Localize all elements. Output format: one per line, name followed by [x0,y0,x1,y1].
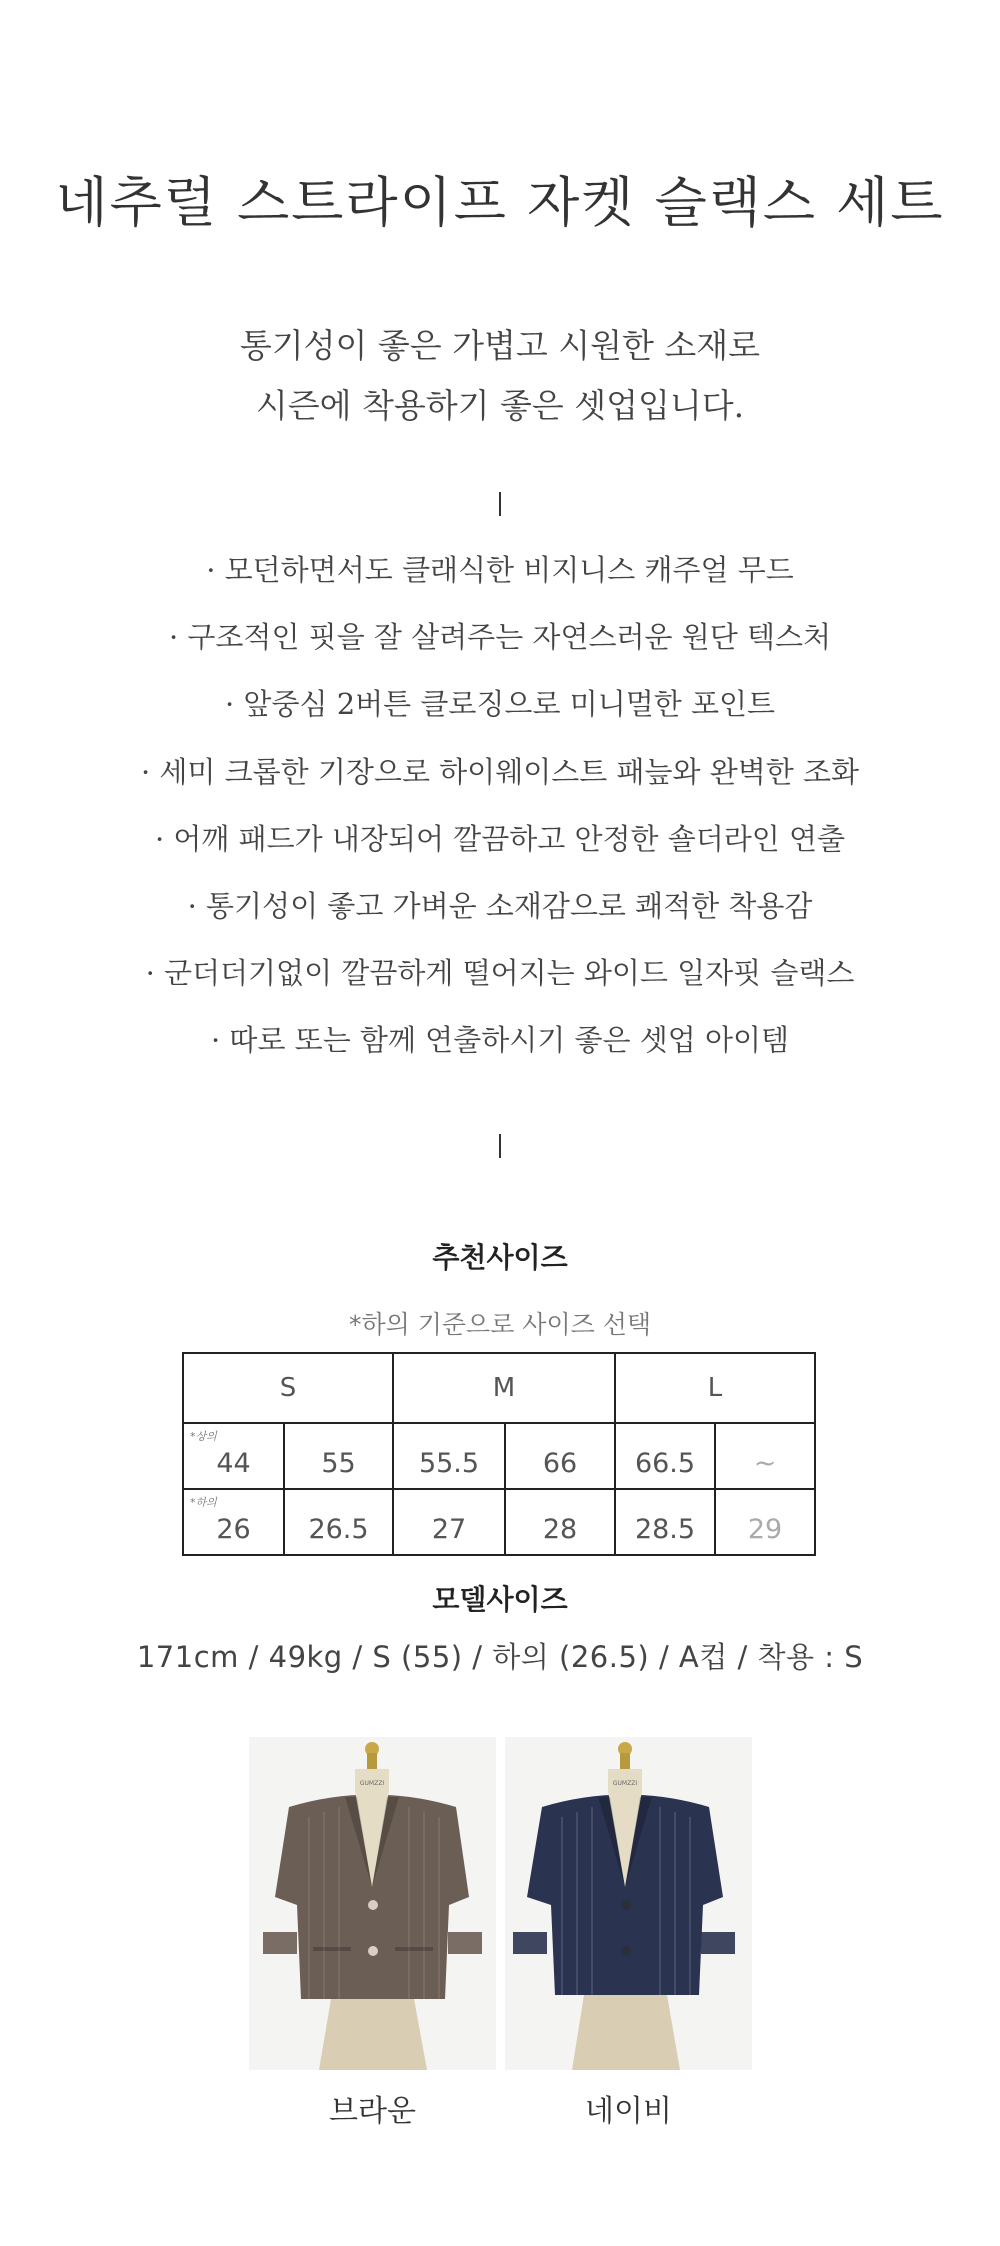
feature-item: · 군더더기없이 깔끔하게 떨어지는 와이드 일자핏 슬랙스 [145,956,855,990]
color-label-brown: 브라운 [329,2094,416,2129]
size-value: 55.5 [418,1447,480,1479]
size-table [182,1352,816,1556]
model-size-info: 171cm / 49kg / S (55) / 하의 (26.5) / A컵 / 착용 : S [136,1640,864,1674]
navy-jacket-photo [505,1737,752,2070]
feature-item: · 어깨 패드가 내장되어 깔끔하고 안정한 숄더라인 연출 [154,822,846,856]
size-cell [505,1489,615,1555]
sleeve-cuff [701,1932,735,1954]
sleeve-cuff [448,1932,482,1954]
feature-item: · 구조적인 핏을 잘 살려주는 자연스러운 원단 텍스처 [168,620,832,654]
size-header-s: S [183,1353,393,1423]
size-value: 66.5 [634,1447,696,1479]
size-value: 29 [747,1513,783,1545]
model-section-title: 모델사이즈 [432,1583,568,1616]
feature-item: · 세미 크롭한 기장으로 하이웨이스트 패늪와 완벽한 조화 [140,755,860,789]
size-note: *하의 기준으로 사이즈 선택 [349,1310,651,1339]
size-header-m: M [393,1353,615,1423]
size-cell [284,1489,393,1555]
feature-item: · 앞중심 2버튼 클로징으로 미니멀한 포인트 [225,687,775,721]
size-header-row [183,1353,815,1423]
brown-jacket-photo [249,1737,496,2070]
product-title: 네추럴 스트라이프 자켓 슬랙스 세트 [55,171,945,234]
size-cell [615,1489,715,1555]
size-cell [183,1423,284,1489]
size-value: 55 [321,1447,356,1479]
size-cell [715,1489,815,1555]
size-header-l: L [615,1353,815,1423]
sleeve-cuff [513,1932,547,1954]
intro-line-2: 시즌에 착용하기 좋은 셋업입니다. [255,386,745,425]
jacket-illustration [505,1737,752,2070]
size-cell [615,1423,715,1489]
size-value: 44 [216,1447,251,1479]
size-bottom-row [183,1489,815,1555]
size-value: 28.5 [634,1513,696,1545]
jacket-illustration [249,1737,496,2070]
size-value: 27 [431,1513,467,1545]
feature-item: · 모던하면서도 클래식한 비지니스 캐주얼 무드 [206,553,794,587]
size-top-row [183,1423,815,1489]
color-label-navy: 네이비 [585,2094,672,2129]
size-value: 26 [216,1513,251,1545]
mannequin-tag: GUMZZI [612,1780,638,1787]
size-value: 26.5 [308,1513,369,1545]
size-value: ~ [753,1447,777,1479]
mannequin-tag: GUMZZI [359,1780,385,1787]
sleeve-cuff [263,1932,297,1954]
size-value: 28 [542,1513,578,1545]
top-label: *상의 [190,1430,217,1443]
size-cell [183,1489,284,1555]
size-section-title: 추천사이즈 [432,1241,568,1274]
size-cell [284,1423,393,1489]
bottom-label: *하의 [190,1496,217,1509]
size-cell [393,1489,505,1555]
section-divider [499,492,501,516]
size-cell [393,1423,505,1489]
intro-line-1: 통기성이 좋은 가볍고 시원한 소재로 [239,326,761,365]
size-cell [715,1423,815,1489]
feature-item: · 통기성이 좋고 가벼운 소재감으로 쾌적한 착용감 [187,889,813,923]
size-cell [505,1423,615,1489]
feature-item: · 따로 또는 함께 연출하시기 좋은 셋업 아이템 [211,1023,789,1057]
size-value: 66 [542,1447,578,1479]
section-divider [499,1134,501,1158]
